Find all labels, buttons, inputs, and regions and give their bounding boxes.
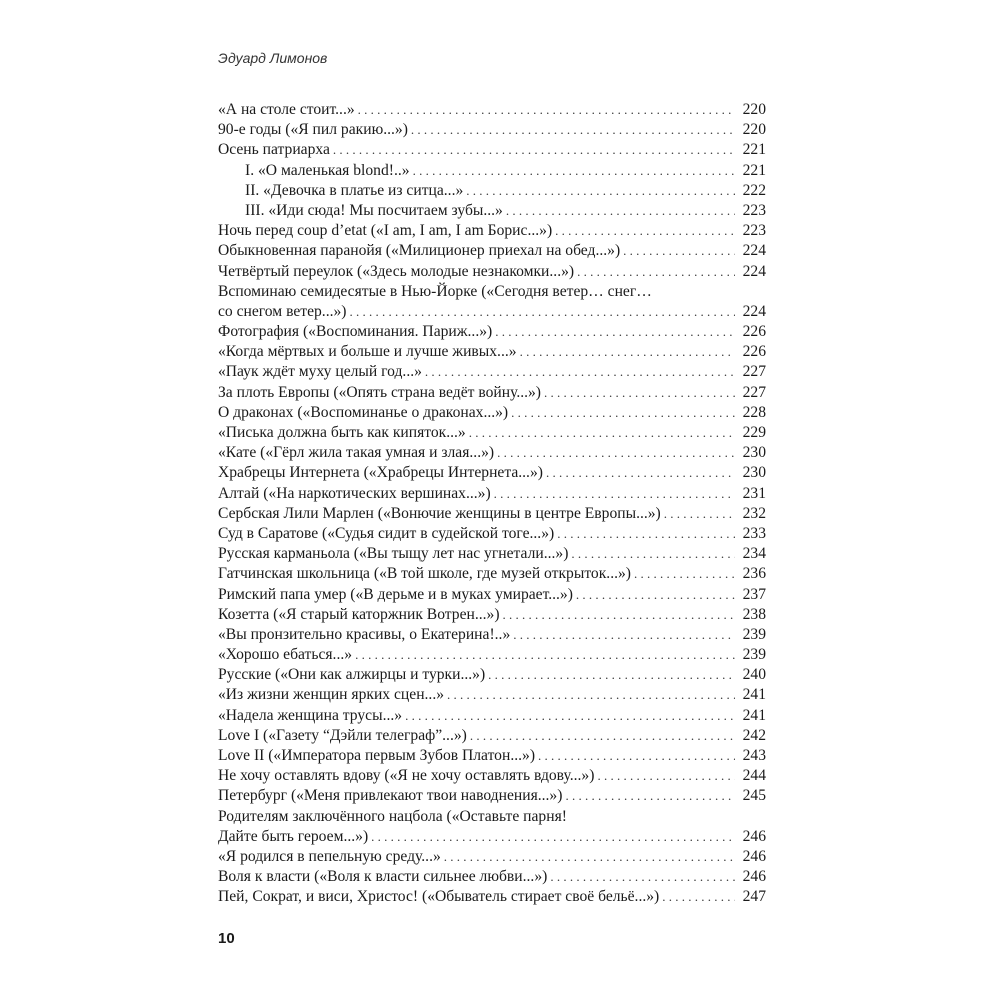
toc-entry <box>218 786 766 806</box>
toc-entry <box>218 766 766 786</box>
dot-leader <box>544 383 735 403</box>
toc-entry-page: 227 <box>742 383 766 401</box>
toc-entry-title: Русская карманьола («Вы тыщу лет нас угнетали...») <box>218 545 569 563</box>
toc-entry-title: Алтай («На наркотических вершинах...») <box>218 484 491 502</box>
toc-entry <box>218 665 766 685</box>
dot-leader <box>405 706 735 726</box>
dot-leader <box>503 605 735 625</box>
dot-leader <box>634 564 735 584</box>
dot-leader <box>576 585 735 605</box>
toc-entry-title: Четвёртый переулок («Здесь молодые незнакомки...») <box>218 262 575 280</box>
toc-entry-page: 245 <box>742 787 766 805</box>
dot-leader <box>662 887 735 907</box>
toc-entry-page: 232 <box>742 504 766 522</box>
toc-entry <box>218 605 766 625</box>
toc-entry-title: «Я родился в пепельную среду...» <box>218 847 441 865</box>
toc-entry-title: «Писька должна быть как кипяток...» <box>218 424 466 441</box>
toc-entry-page: 246 <box>742 847 766 865</box>
toc-entry-page: 246 <box>742 868 766 886</box>
toc-entry <box>218 484 766 504</box>
dot-leader <box>333 140 735 160</box>
dot-leader <box>444 847 735 867</box>
toc-entry <box>218 161 766 181</box>
toc-entry-page: 233 <box>742 524 766 542</box>
toc-entry <box>218 847 766 867</box>
dot-leader <box>555 221 735 241</box>
toc-entry-title: «А на столе стоит...» <box>218 101 355 118</box>
toc-entry-page: 230 <box>742 464 766 482</box>
toc-entry-page: 221 <box>742 161 766 179</box>
dot-leader <box>413 161 735 181</box>
toc-entry-page: 237 <box>742 585 766 603</box>
toc-entry-page: 226 <box>742 343 766 361</box>
dot-leader <box>497 443 735 463</box>
toc-entry-page: 242 <box>742 726 766 744</box>
dot-leader <box>495 322 735 342</box>
toc-entry-page: 231 <box>742 484 766 502</box>
toc-entry-page: 220 <box>742 101 766 118</box>
dot-leader <box>546 463 735 483</box>
dot-leader <box>466 181 735 201</box>
toc-entry-page: 234 <box>742 545 766 563</box>
toc-entry-page: 221 <box>742 141 766 159</box>
toc-entry <box>218 564 766 584</box>
toc-entry-page: 236 <box>742 565 766 583</box>
toc-entry <box>218 262 766 282</box>
dot-leader <box>371 827 735 847</box>
toc-entry-title: «Хорошо ебаться...» <box>218 646 353 664</box>
toc-entry-title: Love II («Императора первым Зубов Платон...») <box>218 747 536 764</box>
dot-leader <box>565 786 735 806</box>
toc-entry-page: 240 <box>742 666 766 684</box>
toc-entry <box>218 241 766 261</box>
dot-leader <box>550 867 735 887</box>
toc-entry-title: I. «О маленькая blond!..» <box>245 161 410 179</box>
toc-entry-title: «Кате («Гёрл жила такая умная и злая...») <box>218 444 495 462</box>
toc-entry-page: 222 <box>742 181 766 199</box>
toc-entry-title: 90-е годы («Я пил ракию...») <box>218 121 408 139</box>
toc-entry <box>218 827 766 847</box>
toc-entry <box>218 443 766 463</box>
toc-entry-title: II. «Девочка в платье из ситца...» <box>245 181 464 199</box>
toc-entry <box>218 282 766 302</box>
toc-entry-title: Гатчинская школьница («В той школе, где музей открыток...») <box>218 565 631 583</box>
toc-entry-page: 247 <box>742 888 766 906</box>
toc-entry <box>218 706 766 726</box>
toc-entry-page: 223 <box>742 201 766 219</box>
toc-entry-title: Храбрецы Интернета («Храбрецы Интернета...») <box>218 464 543 482</box>
table-of-contents <box>218 100 766 908</box>
dot-leader <box>664 504 735 524</box>
dot-leader <box>470 726 735 746</box>
toc-entry-page: 226 <box>742 323 766 341</box>
toc-entry-title: О драконах («Воспоминанье о драконах...») <box>218 403 509 421</box>
toc-entry-page: 228 <box>742 403 766 421</box>
toc-entry-title: «Паук ждёт муху целый год...» <box>218 363 422 381</box>
toc-entry <box>218 887 766 907</box>
toc-entry-title: Римский папа умер («В дерьме и в муках умирает...») <box>218 585 573 603</box>
dot-leader <box>355 645 735 665</box>
toc-entry-title: Суд в Саратове («Судья сидит в судейской тоге...») <box>218 524 555 542</box>
dot-leader <box>425 362 735 382</box>
dot-leader <box>350 302 736 322</box>
toc-entry <box>218 685 766 705</box>
running-head: Эдуард Лимонов <box>218 50 328 66</box>
toc-entry-page: 224 <box>742 262 766 280</box>
toc-entry-title: Дайте быть героем...») <box>218 827 369 845</box>
toc-entry-title: Ночь перед coup d’etat («I am, I am, I am Борис...») <box>218 222 553 240</box>
toc-entry-title: Петербург («Меня привлекают твои наводнения...») <box>218 787 563 805</box>
toc-entry-title: Русские («Они как алжирцы и турки...») <box>218 666 486 684</box>
dot-leader <box>447 685 735 705</box>
toc-entry-page: 227 <box>742 363 766 381</box>
toc-entry-title: «Из жизни женщин ярких сцен...» <box>218 686 445 704</box>
toc-entry <box>218 100 766 120</box>
toc-entry <box>218 807 766 827</box>
toc-entry <box>218 403 766 423</box>
toc-entry <box>218 322 766 342</box>
toc-entry <box>218 423 766 443</box>
toc-entry-page: 241 <box>742 686 766 704</box>
dot-leader <box>511 403 735 423</box>
dot-leader <box>513 625 735 645</box>
toc-entry <box>218 120 766 140</box>
toc-entry-title: III. «Иди сюда! Мы посчитаем зубы...» <box>245 201 503 219</box>
toc-entry <box>218 645 766 665</box>
toc-entry <box>218 181 766 201</box>
toc-entry-page: 220 <box>742 121 766 139</box>
toc-entry-title: «Когда мёртвых и больше и лучше живых...» <box>218 343 517 361</box>
toc-entry-page: 243 <box>742 747 766 764</box>
toc-entry-title: Сербская Лили Марлен («Вонючие женщины в центре Европы...») <box>218 504 661 522</box>
toc-entry-page: 239 <box>742 625 766 643</box>
toc-entry <box>218 221 766 241</box>
toc-entry <box>218 504 766 524</box>
dot-leader <box>557 524 735 544</box>
dot-leader <box>506 201 735 221</box>
toc-entry-title: Пей, Сократ, и виси, Христос! («Обыватель стирает своё бельё...») <box>218 888 660 906</box>
toc-entry-page: 224 <box>742 242 766 260</box>
toc-entry-page: 230 <box>742 444 766 462</box>
toc-entry <box>218 544 766 564</box>
toc-entry <box>218 746 766 766</box>
toc-entry <box>218 524 766 544</box>
dot-leader <box>358 100 735 120</box>
dot-leader <box>577 262 735 282</box>
toc-entry-title: Родителям заключённого нацбола («Оставьте парня! <box>218 807 567 825</box>
toc-entry <box>218 867 766 887</box>
toc-entry-title: Козетта («Я старый каторжник Вотрен...») <box>218 605 500 623</box>
toc-entry-title: Воля к власти («Воля к власти сильнее любви...») <box>218 868 548 886</box>
toc-entry <box>218 625 766 645</box>
dot-leader <box>571 544 735 564</box>
toc-entry-page: 241 <box>742 706 766 724</box>
toc-entry-title: Обыкновенная паранойя («Милиционер приехал на обед...») <box>218 242 621 260</box>
toc-entry-title: За плоть Европы («Опять страна ведёт войну...») <box>218 383 541 401</box>
toc-entry-page: 224 <box>742 302 766 320</box>
dot-leader <box>411 120 735 140</box>
toc-entry <box>218 201 766 221</box>
toc-entry-page: 223 <box>742 222 766 240</box>
dot-leader <box>597 766 735 786</box>
toc-entry <box>218 140 766 160</box>
toc-entry-page: 239 <box>742 646 766 664</box>
dot-leader <box>469 423 735 443</box>
dot-leader <box>494 484 735 504</box>
dot-leader <box>488 665 735 685</box>
toc-entry-title: Не хочу оставлять вдову («Я не хочу оставлять вдову...») <box>218 767 595 785</box>
toc-entry-title: Вспоминаю семидесятые в Нью-Йорке («Сегодня ветер… снег… <box>218 282 652 300</box>
toc-entry-title: Фотография («Воспоминания. Париж...») <box>218 323 493 341</box>
toc-entry-page: 246 <box>742 827 766 845</box>
toc-entry-page: 244 <box>742 767 766 785</box>
toc-entry <box>218 726 766 746</box>
dot-leader <box>623 241 735 261</box>
toc-entry-title: Осень патриарха <box>218 141 330 159</box>
toc-entry-title: «Вы пронзительно красивы, о Екатерина!..» <box>218 625 511 643</box>
toc-entry <box>218 362 766 382</box>
toc-entry-page: 229 <box>742 424 766 441</box>
toc-entry-title: со снегом ветер...») <box>218 302 347 320</box>
toc-entry <box>218 383 766 403</box>
toc-entry-page: 238 <box>742 605 766 623</box>
toc-entry <box>218 585 766 605</box>
toc-entry-title: «Надела женщина трусы...» <box>218 706 403 724</box>
toc-entry <box>218 342 766 362</box>
toc-entry <box>218 302 766 322</box>
page-number: 10 <box>218 930 235 947</box>
dot-leader <box>520 342 735 362</box>
toc-entry <box>218 463 766 483</box>
dot-leader <box>538 746 735 766</box>
toc-entry-title: Love I («Газету “Дэйли телеграф”...») <box>218 726 467 744</box>
